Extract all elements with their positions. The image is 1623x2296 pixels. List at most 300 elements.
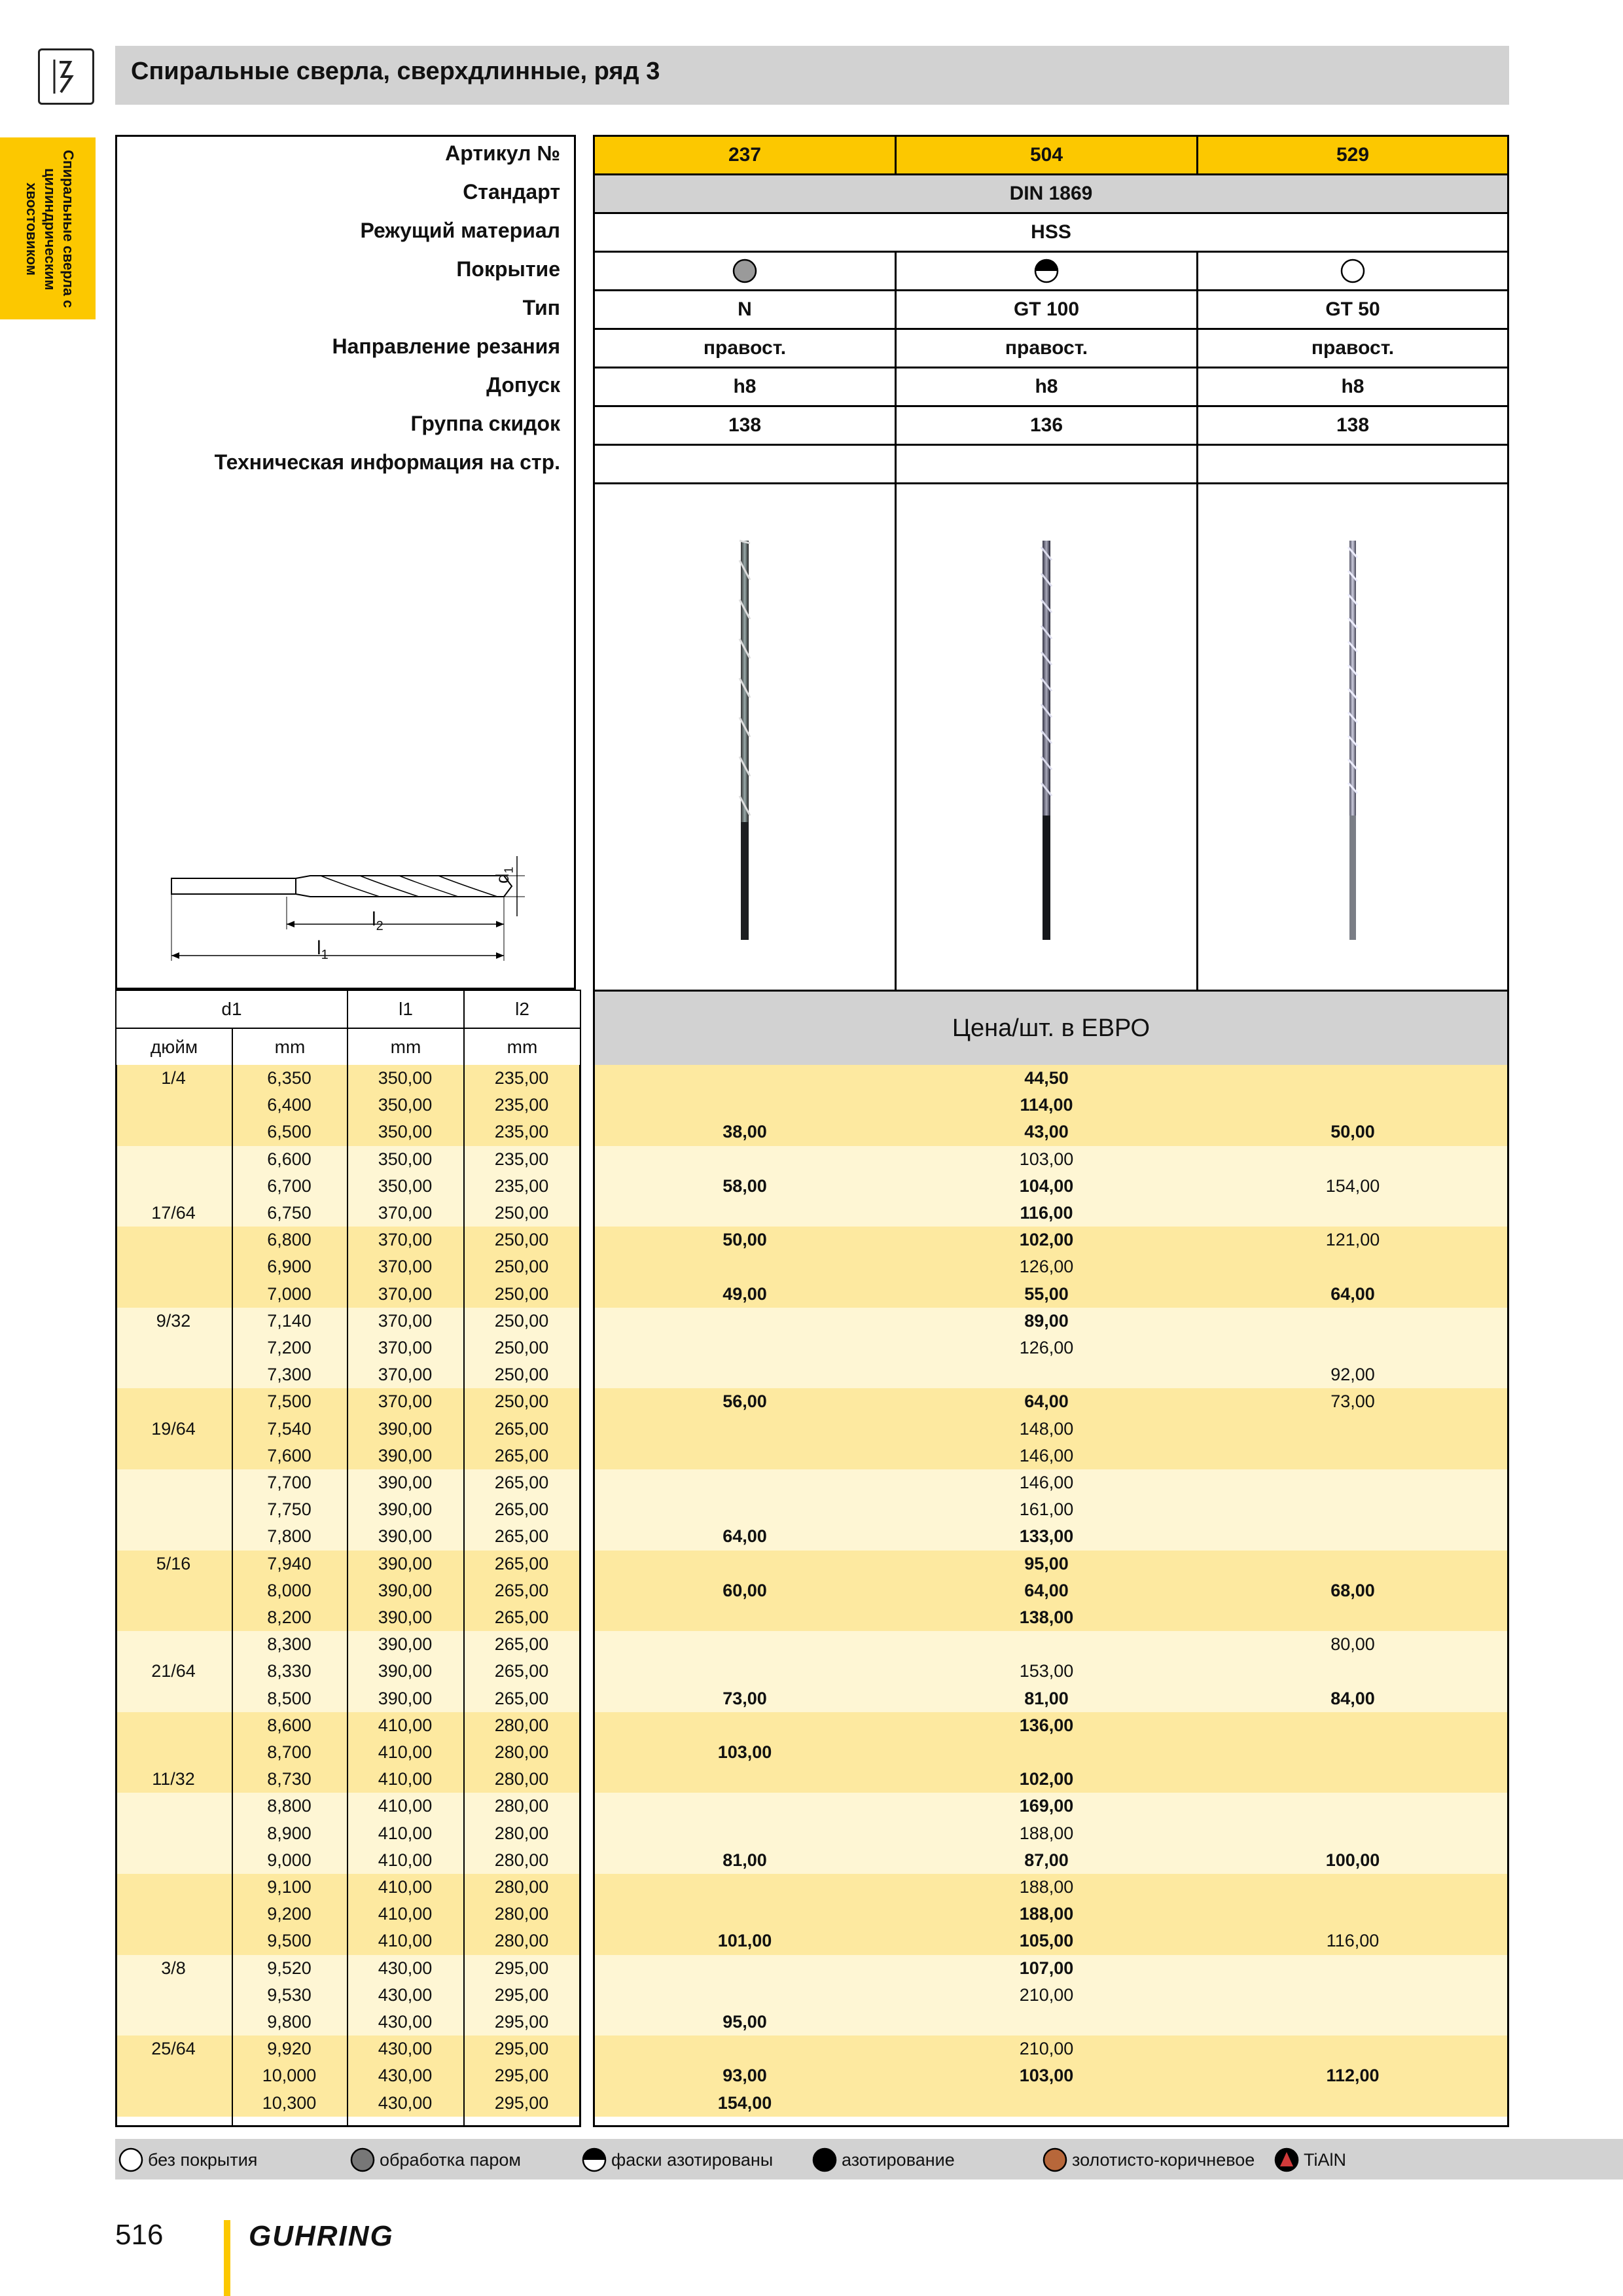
price-529 xyxy=(1196,1308,1509,1335)
price-237 xyxy=(593,1416,897,1443)
cell-l2: 295,00 xyxy=(494,2092,549,2113)
price-504: 126,00 xyxy=(1019,1338,1074,1357)
legend-nitrided: азотирование xyxy=(812,2140,955,2179)
price-header: Цена/шт. в ЕВРО xyxy=(593,990,1509,1067)
logo xyxy=(38,48,94,105)
brand-logo: GUHRING xyxy=(249,2220,394,2252)
legend-nitrided-chamfers: фаски азотированы xyxy=(581,2140,773,2179)
cell-l1: 370,00 xyxy=(378,1257,433,1277)
cell-l2: 235,00 xyxy=(494,1122,549,1142)
label-discount: Группа скидок xyxy=(410,412,560,435)
price-529 xyxy=(1196,1901,1509,1928)
price-504: 95,00 xyxy=(1024,1553,1069,1573)
price-237: 50,00 xyxy=(722,1230,767,1250)
coating-529 xyxy=(1196,251,1509,291)
cell-l1: 410,00 xyxy=(378,1823,433,1843)
price-504: 136,00 xyxy=(1019,1715,1074,1735)
cell-l2: 280,00 xyxy=(494,1850,549,1870)
cell-inch xyxy=(115,1361,232,1388)
price-529 xyxy=(1196,2036,1509,2062)
price-529: 80,00 xyxy=(1330,1634,1375,1655)
price-504: 89,00 xyxy=(1024,1310,1069,1331)
cell-mm: 6,750 xyxy=(267,1203,312,1223)
cell-l2: 235,00 xyxy=(494,1068,549,1088)
price-504: 126,00 xyxy=(1019,1257,1074,1277)
type-237: N xyxy=(593,289,897,330)
cell-l1: 390,00 xyxy=(378,1661,433,1681)
cell-l1: 370,00 xyxy=(378,1365,433,1385)
cell-l1: 390,00 xyxy=(378,1445,433,1465)
cell-inch xyxy=(115,1388,232,1415)
cell-inch xyxy=(115,1928,232,1954)
cell-mm: 6,500 xyxy=(267,1122,312,1142)
cell-l2: 280,00 xyxy=(494,1796,549,1816)
price-237 xyxy=(593,1065,897,1092)
cell-l2: 235,00 xyxy=(494,1149,549,1169)
spec-labels xyxy=(131,135,560,554)
price-504 xyxy=(895,1739,1198,1766)
cell-mm: 8,500 xyxy=(267,1688,312,1708)
label-coating: Покрытие xyxy=(456,257,560,281)
price-529 xyxy=(1196,1982,1509,2009)
cell-l1: 370,00 xyxy=(378,1230,433,1250)
cell-l2: 265,00 xyxy=(494,1580,549,1600)
price-529 xyxy=(1196,1712,1509,1739)
cell-mm: 6,900 xyxy=(267,1257,312,1277)
material-cell: HSS xyxy=(593,212,1509,253)
price-237 xyxy=(593,1982,897,2009)
cell-inch xyxy=(115,1982,232,2009)
price-237: 81,00 xyxy=(722,1850,767,1870)
cell-mm: 8,200 xyxy=(267,1607,312,1627)
cell-l1: 410,00 xyxy=(378,1715,433,1735)
price-504: 64,00 xyxy=(1024,1580,1069,1600)
cell-l1: 410,00 xyxy=(378,1796,433,1816)
cell-mm: 9,530 xyxy=(267,1984,312,2005)
price-237 xyxy=(593,1469,897,1496)
price-529 xyxy=(1196,1253,1509,1280)
cell-inch xyxy=(115,1335,232,1361)
cell-inch xyxy=(115,1469,232,1496)
price-237 xyxy=(593,1604,897,1631)
price-504: 55,00 xyxy=(1024,1283,1069,1304)
cell-mm: 9,800 xyxy=(267,2012,312,2032)
legend-steam: обработка паром xyxy=(349,2140,521,2179)
price-529 xyxy=(1196,1820,1509,1847)
price-504: 116,00 xyxy=(1020,1203,1073,1223)
label-direction: Направление резания xyxy=(332,334,560,358)
cell-mm: 6,700 xyxy=(267,1175,312,1196)
cell-mm: 6,400 xyxy=(267,1095,312,1115)
cell-l1: 430,00 xyxy=(378,2066,433,2086)
cell-mm: 8,730 xyxy=(267,1769,312,1789)
cell-l1: 370,00 xyxy=(378,1203,433,1223)
cell-l2: 295,00 xyxy=(494,2066,549,2086)
cell-mm: 7,200 xyxy=(267,1338,312,1357)
price-529: 68,00 xyxy=(1330,1580,1375,1600)
cell-mm: 10,000 xyxy=(262,2066,317,2086)
cell-inch xyxy=(115,1712,232,1739)
divider-1 xyxy=(232,1065,233,2126)
cell-mm: 7,000 xyxy=(267,1283,312,1304)
cell-inch xyxy=(115,1146,232,1173)
cell-l2: 265,00 xyxy=(494,1553,549,1573)
price-529: 100,00 xyxy=(1325,1850,1380,1870)
cell-l1: 430,00 xyxy=(378,2092,433,2113)
direction-529: правост. xyxy=(1196,328,1509,368)
cell-mm: 7,540 xyxy=(267,1418,312,1439)
price-504: 64,00 xyxy=(1024,1391,1069,1412)
price-237: 64,00 xyxy=(722,1526,767,1547)
price-529 xyxy=(1196,1443,1509,1469)
price-504: 169,00 xyxy=(1019,1796,1074,1816)
cell-mm: 8,800 xyxy=(267,1796,312,1816)
price-237 xyxy=(593,1253,897,1280)
dimension-table-body xyxy=(115,1065,581,2127)
cell-inch xyxy=(115,2090,232,2117)
cell-mm: 8,700 xyxy=(267,1742,312,1762)
price-504: 146,00 xyxy=(1019,1445,1074,1465)
cell-l2: 295,00 xyxy=(494,2012,549,2032)
discount-237: 138 xyxy=(593,405,897,446)
price-504: 188,00 xyxy=(1019,1904,1074,1924)
cell-l2: 265,00 xyxy=(494,1688,549,1708)
price-237 xyxy=(593,1874,897,1901)
drill-image-504 xyxy=(895,482,1198,992)
cell-mm: 7,940 xyxy=(267,1553,312,1573)
label-standard: Стандарт xyxy=(463,180,560,204)
steam-treated-icon xyxy=(349,2147,376,2173)
coating-237 xyxy=(593,251,897,291)
cell-l2: 265,00 xyxy=(494,1661,549,1681)
price-237 xyxy=(593,1443,897,1469)
price-529 xyxy=(1196,1658,1509,1685)
cell-inch: 11/32 xyxy=(152,1769,195,1789)
cell-l1: 390,00 xyxy=(378,1499,433,1520)
cell-l1: 410,00 xyxy=(378,1769,433,1789)
header-mm-d1: mm xyxy=(232,1028,348,1067)
price-504: 138,00 xyxy=(1019,1607,1074,1627)
price-504: 43,00 xyxy=(1024,1122,1069,1142)
cell-l2: 250,00 xyxy=(494,1338,549,1357)
cell-mm: 6,600 xyxy=(267,1149,312,1169)
price-237 xyxy=(593,1551,897,1577)
price-504: 188,00 xyxy=(1019,1823,1074,1843)
cell-inch: 9/32 xyxy=(156,1310,191,1331)
cell-l2: 280,00 xyxy=(494,1931,549,1951)
price-237: 95,00 xyxy=(722,2012,767,2032)
cell-l2: 265,00 xyxy=(494,1634,549,1655)
price-529: 64,00 xyxy=(1330,1283,1375,1304)
tialn-icon xyxy=(1274,2147,1300,2173)
cell-l2: 235,00 xyxy=(494,1095,549,1115)
price-237 xyxy=(593,1308,897,1335)
page-number: 516 xyxy=(115,2219,164,2251)
price-529 xyxy=(1196,1874,1509,1901)
drill-image-529 xyxy=(1196,482,1509,992)
page-title: Спиральные сверла, сверхдлинные, ряд 3 xyxy=(131,58,660,85)
cell-l1: 430,00 xyxy=(378,1958,433,1978)
techinfo-237 xyxy=(593,444,897,484)
cell-inch: 25/64 xyxy=(151,2039,196,2059)
price-529: 112,00 xyxy=(1326,2066,1380,2086)
price-529 xyxy=(1196,2009,1509,2036)
price-504: 87,00 xyxy=(1024,1850,1069,1870)
price-237: 73,00 xyxy=(722,1688,767,1708)
drill-logo-icon xyxy=(40,50,92,103)
cell-l2: 265,00 xyxy=(494,1445,549,1465)
cell-l1: 390,00 xyxy=(378,1526,433,1547)
price-529: 84,00 xyxy=(1330,1688,1375,1708)
price-504: 81,00 xyxy=(1024,1688,1069,1708)
cell-l1: 410,00 xyxy=(378,1931,433,1951)
cell-mm: 8,300 xyxy=(267,1634,312,1655)
cell-l1: 410,00 xyxy=(378,1850,433,1870)
price-529: 73,00 xyxy=(1330,1391,1375,1412)
price-237 xyxy=(593,2036,897,2062)
cell-l1: 390,00 xyxy=(378,1688,433,1708)
price-504 xyxy=(895,1631,1198,1658)
cell-l2: 250,00 xyxy=(494,1365,549,1385)
price-237: 60,00 xyxy=(722,1580,767,1600)
cell-inch: 1/4 xyxy=(161,1068,186,1088)
price-529 xyxy=(1196,1065,1509,1092)
diagram-label-l1: $l_1$ xyxy=(317,937,329,962)
cell-l2: 280,00 xyxy=(494,1715,549,1735)
tolerance-237: h8 xyxy=(593,367,897,407)
legend-tialn: TiAlN xyxy=(1274,2140,1346,2179)
brand-accent-line xyxy=(224,2220,230,2296)
price-table-body xyxy=(593,1065,1509,2127)
cell-l2: 250,00 xyxy=(494,1230,549,1250)
steam-treated-icon xyxy=(732,258,758,284)
cell-inch xyxy=(115,1631,232,1658)
legend-gold-brown: золотисто-коричневое xyxy=(1042,2140,1255,2179)
price-237 xyxy=(593,1361,897,1388)
cell-inch xyxy=(115,1793,232,1820)
cell-l1: 430,00 xyxy=(378,2039,433,2059)
discount-504: 136 xyxy=(895,405,1198,446)
cell-inch xyxy=(115,1496,232,1523)
price-237: 56,00 xyxy=(722,1391,767,1412)
price-504 xyxy=(895,1361,1198,1388)
type-504: GT 100 xyxy=(895,289,1198,330)
cell-l2: 280,00 xyxy=(494,1742,549,1762)
price-504: 114,00 xyxy=(1020,1095,1073,1115)
cell-mm: 6,350 xyxy=(267,1068,312,1088)
cell-mm: 8,000 xyxy=(267,1580,312,1600)
cell-mm: 7,300 xyxy=(267,1365,312,1385)
cell-l1: 410,00 xyxy=(378,1742,433,1762)
cell-inch: 3/8 xyxy=(161,1958,186,1978)
cell-inch xyxy=(115,2062,232,2089)
cell-l1: 350,00 xyxy=(378,1149,433,1169)
price-237 xyxy=(593,1335,897,1361)
price-529 xyxy=(1196,1955,1509,1982)
cell-l1: 430,00 xyxy=(378,2012,433,2032)
cell-inch xyxy=(115,1820,232,1847)
legend-uncoated: без покрытия xyxy=(118,2140,257,2179)
price-504: 148,00 xyxy=(1019,1418,1074,1439)
price-504: 103,00 xyxy=(1019,2066,1074,2086)
techinfo-504 xyxy=(895,444,1198,484)
cell-l1: 350,00 xyxy=(378,1175,433,1196)
label-material: Режущий материал xyxy=(360,219,560,242)
price-529: 121,00 xyxy=(1325,1230,1380,1250)
cell-mm: 9,100 xyxy=(267,1877,312,1897)
price-529 xyxy=(1196,1793,1509,1820)
cell-l1: 390,00 xyxy=(378,1473,433,1492)
label-tech-info: Техническая информация на стр. xyxy=(214,450,560,474)
cell-l2: 265,00 xyxy=(494,1499,549,1520)
standard-cell: DIN 1869 xyxy=(593,173,1509,214)
price-237: 93,00 xyxy=(722,2066,767,2086)
price-504: 210,00 xyxy=(1019,1984,1074,2005)
cell-l1: 370,00 xyxy=(378,1391,433,1412)
cell-inch xyxy=(115,1227,232,1253)
diagram-label-l2: $l_2$ xyxy=(372,908,383,933)
price-237 xyxy=(593,1146,897,1173)
cell-l2: 250,00 xyxy=(494,1310,549,1331)
price-504: 44,50 xyxy=(1024,1068,1069,1088)
cell-l2: 265,00 xyxy=(494,1607,549,1627)
cell-mm: 9,920 xyxy=(267,2039,312,2059)
cell-l1: 370,00 xyxy=(378,1338,433,1357)
cell-mm: 7,140 xyxy=(267,1310,312,1331)
cell-l2: 265,00 xyxy=(494,1473,549,1492)
divider-2 xyxy=(347,1065,348,2126)
cell-mm: 7,700 xyxy=(267,1473,312,1492)
tolerance-504: h8 xyxy=(895,367,1198,407)
cell-mm: 10,300 xyxy=(262,2092,317,2113)
cell-mm: 8,600 xyxy=(267,1715,312,1735)
cell-mm: 7,600 xyxy=(267,1445,312,1465)
nitrided-chamfers-icon xyxy=(1033,258,1060,284)
cell-l2: 295,00 xyxy=(494,2039,549,2059)
price-529 xyxy=(1196,1496,1509,1523)
price-529 xyxy=(1196,1335,1509,1361)
cell-inch xyxy=(115,1874,232,1901)
cell-l1: 350,00 xyxy=(378,1095,433,1115)
price-504: 104,00 xyxy=(1019,1175,1074,1196)
cell-inch xyxy=(115,1173,232,1200)
cell-l1: 350,00 xyxy=(378,1122,433,1142)
price-237 xyxy=(593,1955,897,1982)
cell-l1: 390,00 xyxy=(378,1634,433,1655)
cell-l2: 280,00 xyxy=(494,1823,549,1843)
price-504: 102,00 xyxy=(1019,1769,1074,1789)
price-504: 105,00 xyxy=(1019,1931,1074,1951)
cell-inch xyxy=(115,1092,232,1119)
cell-mm: 9,500 xyxy=(267,1931,312,1951)
nitrided-chamfers-icon xyxy=(581,2147,607,2173)
cell-l2: 250,00 xyxy=(494,1283,549,1304)
techinfo-529 xyxy=(1196,444,1509,484)
header-l2: l2 xyxy=(463,990,581,1029)
header-mm-l1: mm xyxy=(347,1028,465,1067)
price-529 xyxy=(1196,2090,1509,2117)
price-529 xyxy=(1196,1523,1509,1550)
price-504: 133,00 xyxy=(1019,1526,1074,1547)
header-mm-l2: mm xyxy=(463,1028,581,1067)
price-504: 188,00 xyxy=(1019,1877,1074,1897)
cell-l2: 235,00 xyxy=(494,1175,549,1196)
cell-mm: 8,900 xyxy=(267,1823,312,1843)
cell-inch xyxy=(115,1253,232,1280)
cell-l1: 410,00 xyxy=(378,1904,433,1924)
price-529 xyxy=(1196,1469,1509,1496)
cell-inch xyxy=(115,1523,232,1550)
cell-l1: 370,00 xyxy=(378,1283,433,1304)
cell-l2: 250,00 xyxy=(494,1257,549,1277)
drill-dimension-diagram xyxy=(164,844,530,969)
nitrided-icon xyxy=(812,2147,838,2173)
cell-l1: 430,00 xyxy=(378,1984,433,2005)
label-tolerance: Допуск xyxy=(486,373,560,397)
cell-inch xyxy=(115,1604,232,1631)
cell-l2: 280,00 xyxy=(494,1769,549,1789)
direction-504: правост. xyxy=(895,328,1198,368)
coating-504 xyxy=(895,251,1198,291)
price-529 xyxy=(1196,1766,1509,1793)
cell-mm: 9,520 xyxy=(267,1958,312,1978)
price-237 xyxy=(593,1712,897,1739)
price-529 xyxy=(1196,1604,1509,1631)
price-529: 92,00 xyxy=(1330,1365,1375,1385)
tolerance-529: h8 xyxy=(1196,367,1509,407)
price-237 xyxy=(593,1631,897,1658)
cell-l2: 250,00 xyxy=(494,1203,549,1223)
price-237 xyxy=(593,1793,897,1820)
direction-237: правост. xyxy=(593,328,897,368)
cell-mm: 8,330 xyxy=(267,1661,312,1681)
price-529: 154,00 xyxy=(1325,1175,1380,1196)
price-529 xyxy=(1196,1146,1509,1173)
cell-l2: 295,00 xyxy=(494,1984,549,2005)
drill-529-icon xyxy=(1333,534,1372,940)
price-529: 50,00 xyxy=(1330,1122,1375,1142)
uncoated-icon xyxy=(1340,258,1366,284)
price-237 xyxy=(593,1200,897,1227)
price-237: 58,00 xyxy=(722,1175,767,1196)
article-237: 237 xyxy=(593,135,897,175)
price-237 xyxy=(593,1901,897,1928)
price-529: 116,00 xyxy=(1326,1931,1380,1951)
cell-l1: 350,00 xyxy=(378,1068,433,1088)
drill-237-icon xyxy=(725,534,764,940)
price-237 xyxy=(593,1496,897,1523)
article-529: 529 xyxy=(1196,135,1509,175)
price-529 xyxy=(1196,1739,1509,1766)
cell-inch: 5/16 xyxy=(156,1553,191,1573)
cell-l1: 390,00 xyxy=(378,1418,433,1439)
price-504: 153,00 xyxy=(1019,1661,1074,1681)
cell-l2: 265,00 xyxy=(494,1418,549,1439)
cell-inch xyxy=(115,1901,232,1928)
cell-l2: 250,00 xyxy=(494,1391,549,1412)
divider-3 xyxy=(463,1065,465,2126)
side-tab-text: Спиральные сверла с цилиндрическим хвостовиком xyxy=(24,150,77,308)
price-237: 103,00 xyxy=(717,1742,772,1762)
header-l1: l1 xyxy=(347,990,465,1029)
diagram-label-d1: $d_1$ xyxy=(492,867,516,884)
cell-mm: 6,800 xyxy=(267,1230,312,1250)
price-504 xyxy=(895,2090,1198,2117)
cell-mm: 7,500 xyxy=(267,1391,312,1412)
cell-inch xyxy=(115,1577,232,1604)
cell-inch xyxy=(115,1281,232,1308)
gold-brown-icon xyxy=(1042,2147,1068,2173)
